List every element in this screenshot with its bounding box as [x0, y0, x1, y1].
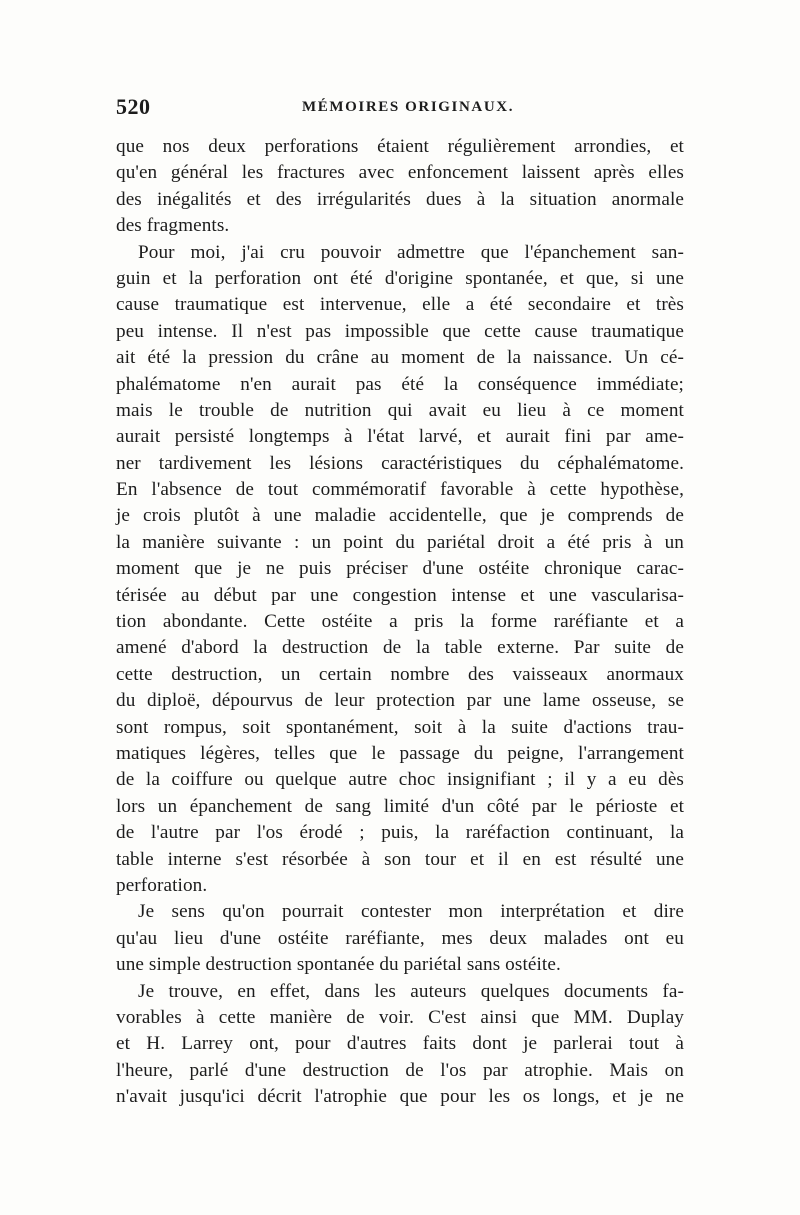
text-line: une simple destruction spontanée du pariétal sans ostéite. — [116, 954, 561, 976]
text-line: des inégalités et des irrégularités dues à la situation anormale — [116, 188, 684, 210]
text-line: table interne s'est résorbée à son tour et il en est résulté une — [116, 848, 684, 870]
text-line: cause traumatique est intervenue, elle a été secondaire et très — [116, 294, 684, 316]
text-line: de l'autre par l'os érodé ; puis, la raréfaction continuant, la — [116, 822, 684, 844]
text-line: aurait persisté longtemps à l'état larvé, et aurait fini par ame- — [116, 426, 684, 448]
text-line: térisée au début par une congestion intense et une vascularisa- — [116, 584, 684, 606]
body-text — [116, 134, 684, 1110]
text-line: cette destruction, un certain nombre des vaisseaux anormaux — [116, 663, 684, 685]
text-line: que nos deux perforations étaient régulièrement arrondies, et — [116, 136, 684, 157]
running-title: MÉMOIRES ORIGINAUX. — [302, 99, 515, 115]
text-line: moment que je ne puis préciser d'une ostéite chronique carac- — [116, 558, 684, 580]
text-line: matiques légères, telles que le passage du peigne, l'arrangement — [116, 742, 684, 764]
text-line: qu'en général les fractures avec enfoncement laissent après elles — [116, 162, 684, 184]
text-line: mais le trouble de nutrition qui avait eu lieu à ce moment — [116, 399, 684, 421]
text-line: perforation. — [116, 874, 208, 896]
text-line: l'heure, parlé d'une destruction de l'os par atrophie. Mais on — [116, 1059, 684, 1081]
text-line: amené d'abord la destruction de la table externe. Par suite de — [116, 637, 684, 659]
running-head — [112, 94, 684, 124]
text-line: je crois plutôt à une maladie accidentelle, que je comprends de — [116, 505, 684, 527]
text-line: et H. Larrey ont, pour d'autres faits dont je parlerai tout à — [116, 1033, 684, 1055]
text-line: ner tardivement les lésions caractéristiques du céphalématome. — [116, 452, 684, 474]
text-line: vorables à cette manière de voir. C'est ainsi que MM. Duplay — [116, 1006, 684, 1028]
text-line: tion abondante. Cette ostéite a pris la forme raréfiante et a — [116, 611, 684, 633]
text-line: Je trouve, en effet, dans les auteurs quelques documents fa- — [138, 980, 684, 1002]
text-line: ait été la pression du crâne au moment de la naissance. Un cé- — [116, 347, 684, 369]
page-number: 520 — [116, 94, 151, 119]
text-line: de la coiffure ou quelque autre choc insignifiant ; il y a eu dès — [116, 769, 684, 791]
text-line: qu'au lieu d'une ostéite raréfiante, mes deux malades ont eu — [116, 927, 684, 949]
text-line: guin et la perforation ont été d'origine spontanée, et que, si une — [116, 267, 684, 289]
text-line: phalématome n'en aurait pas été la conséquence immédiate; — [116, 373, 684, 395]
text-line: des fragments. — [116, 215, 230, 237]
text-line: du diploë, dépourvus de leur protection par une lame osseuse, se — [116, 690, 684, 712]
text-line: n'avait jusqu'ici décrit l'atrophie que pour les os longs, et je ne — [116, 1086, 684, 1108]
text-line: Pour moi, j'ai cru pouvoir admettre que l'épanchement san- — [138, 241, 684, 263]
text-line: lors un épanchement de sang limité d'un côté par le périoste et — [116, 795, 684, 817]
text-line: la manière suivante : un point du pariétal droit a été pris à un — [116, 531, 684, 553]
text-line: peu intense. Il n'est pas impossible que cette cause traumatique — [116, 320, 684, 342]
text-line: Je sens qu'on pourrait contester mon interprétation et dire — [138, 901, 684, 923]
text-line: sont rompus, soit spontanément, soit à la suite d'actions trau- — [116, 716, 684, 738]
text-line: En l'absence de tout commémoratif favorable à cette hypothèse, — [116, 479, 684, 501]
